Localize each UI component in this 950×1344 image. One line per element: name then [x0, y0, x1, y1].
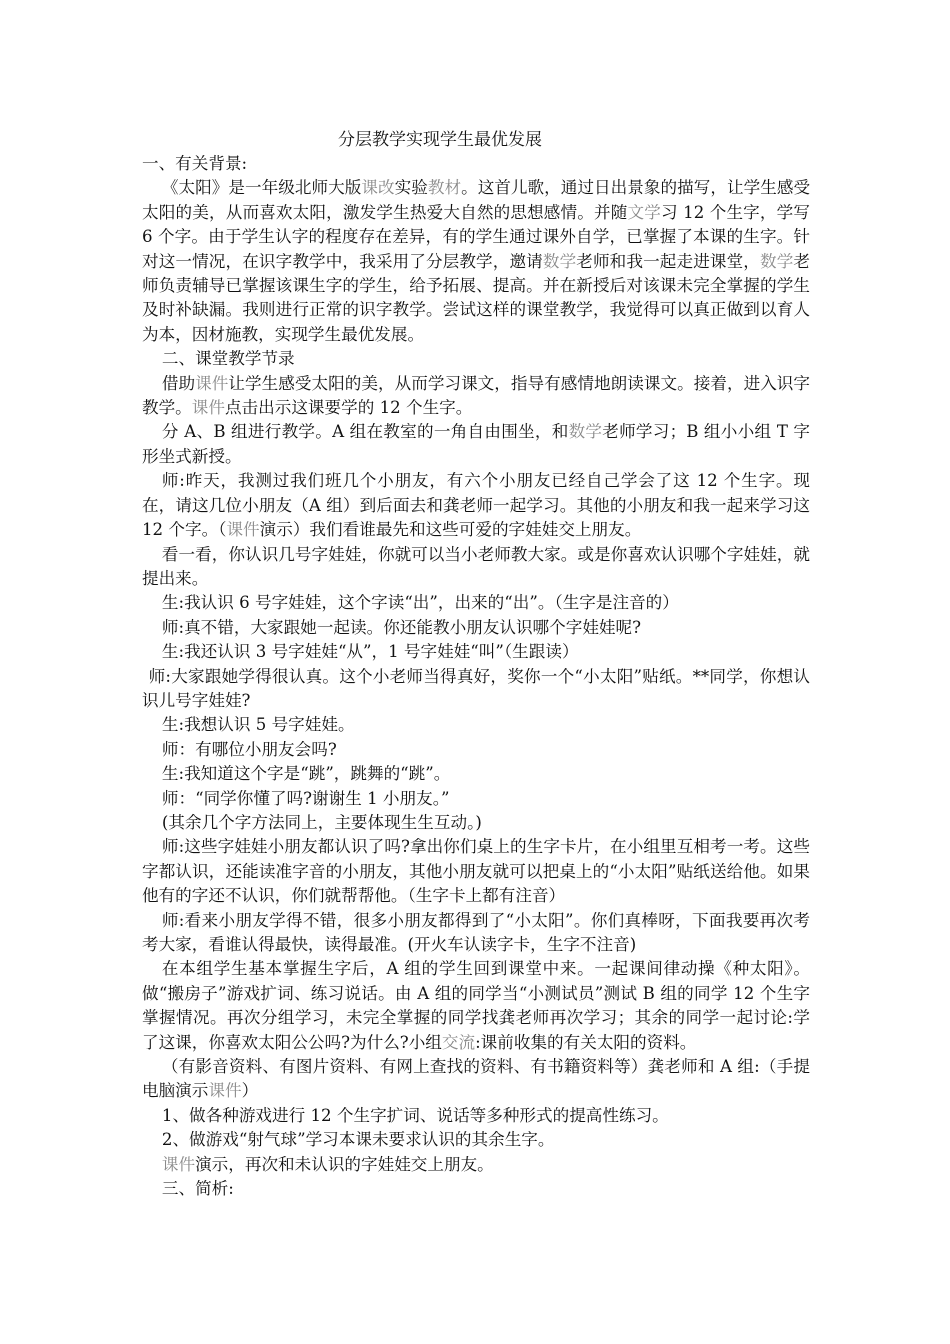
highlighted-term: 课件: [161, 1154, 196, 1174]
text-run: 在本组学生基本掌握生字后，A 组的学生回到课堂中来。一起课间律动操《种太阳》。做“搬房子”游戏扩词、练习说话。由 A 组的同学当“小测试员”测试 B 组的同学 12 个生字掌握情况。再次分组学习，未完全掌握的同学找龚老师再次学习；其余的同学一起讨论:学了这课，你喜欢太阳公公吗?为什么?小组: [142, 959, 810, 1052]
text-run: (其余几个字方法同上，主要体现生生互动。): [161, 812, 482, 832]
text-run: 2、做游戏“射气球”学习本课未要求认识的其余生字。: [161, 1130, 555, 1150]
text-run: 习 12 个生字，学写 6 个字。由于学生认字的程度存在差异，有的学生通过课外自学，已掌握了本课的生字。针对这一情况，在识字教学中，我采用了分层教学，邀请: [142, 202, 811, 271]
paragraph: [142, 835, 810, 908]
highlighted-term: 课件: [191, 398, 225, 418]
highlighted-term: 数学: [568, 422, 603, 442]
document-title: 分层教学实现学生最优发展: [338, 130, 542, 150]
text-run: 让学生感受太阳的美，从而学习课文，指导有感情地朗读课文。接着，进入识字教学。: [142, 373, 811, 418]
paragraph: [142, 811, 810, 835]
text-run: 师:大家跟她学得很认真。这个小老师当得真好，奖你一个“小太阳”贴纸。**同学，你想认识儿号字娃娃?: [142, 666, 810, 710]
highlighted-term: 课件: [195, 373, 229, 393]
paragraph: [142, 1128, 810, 1152]
text-run: 点击出示这课要学的 12 个生字。: [224, 398, 473, 418]
text-run: 师：“同学你懂了吗?谢谢生 1 小朋友。”: [161, 788, 450, 808]
paragraph: [142, 543, 810, 592]
text-run: 《太阳》是一年级北师大版: [161, 178, 362, 198]
text-run: 二、课堂教学节录: [161, 349, 295, 369]
paragraph: [142, 616, 810, 640]
paragraph: [142, 1104, 810, 1128]
text-run: 。这首儿歌，通过日出景象的描写，让学生感受太阳的美，从而喜欢太阳，激发学生热爱大自然的思想感情。并随: [142, 178, 811, 222]
text-run: :课前收集的有关太阳的资料。: [475, 1032, 697, 1052]
text-run: 老师学习；B 组小小组 T 字形坐式新授。: [142, 422, 811, 466]
paragraph: [142, 1177, 810, 1201]
text-run: 师：有哪位小朋友会吗?: [161, 739, 337, 759]
text-run: 老师和我一起走进课堂，: [576, 251, 761, 271]
paragraph: [142, 665, 810, 714]
paragraph: [142, 372, 810, 421]
text-run: 生:我想认识 5 号字娃娃。: [161, 715, 355, 735]
highlighted-term: 课改: [361, 178, 395, 198]
highlighted-term: 教材: [427, 178, 462, 198]
text-run: 师:昨天，我测过我们班几个小朋友，有六个小朋友已经自己学会了这 12 个生字。现在，请这几位小朋友（A 组）到后面去和龚老师一起学习。其他的小朋友和我一起来学习这 12 个字。（: [142, 471, 810, 540]
text-run: 看一看，你认识几号字娃娃，你就可以当小老师教大家。或是你喜欢认识哪个字娃娃，就提出来。: [142, 544, 810, 588]
text-run: 1、做各种游戏进行 12 个生字扩词、说话等多种形式的提高性练习。: [161, 1105, 669, 1125]
paragraph: [142, 957, 810, 1055]
text-run: ）: [241, 1081, 259, 1101]
paragraph: [142, 1153, 810, 1177]
highlighted-term: 交流: [441, 1032, 476, 1052]
document-body: [142, 152, 810, 1201]
highlighted-term: 数学: [760, 251, 794, 271]
text-run: 分 A、B 组进行教学。A 组在教室的一角自由围坐，和: [161, 422, 569, 442]
paragraph: [142, 909, 810, 958]
paragraph: [142, 762, 810, 786]
highlighted-term: 课件: [226, 520, 260, 540]
paragraph: [142, 347, 810, 371]
paragraph: [142, 713, 810, 737]
text-run: 借助: [161, 373, 196, 393]
text-run: （有影音资料、有图片资料、有网上查找的资料、有书籍资料等）龚老师和 A 组:（手提电脑演示: [142, 1057, 810, 1101]
text-run: 实验: [394, 178, 428, 198]
text-run: 演示）我们看谁最先和这些可爱的字娃娃交上朋友。: [259, 520, 642, 540]
paragraph: [142, 152, 810, 176]
paragraph: [142, 591, 810, 615]
paragraph: [142, 640, 810, 664]
paragraph: [142, 176, 810, 347]
text-run: 生:我还认识 3 号字娃娃“从”，1 号字娃娃“叫”（生跟读）: [161, 642, 579, 662]
text-run: 师:真不错，大家跟她一起读。你还能教小朋友认识哪个字娃娃呢?: [161, 617, 642, 637]
highlighted-term: 数学: [542, 251, 577, 271]
text-run: 三、简析:: [161, 1179, 234, 1199]
text-run: 老师负责辅导已掌握该课生字的学生，给予拓展、提高。并在新授后对该课未完全掌握的学生及时补缺漏。我则进行正常的识字教学。尝试这样的课堂教学，我觉得可以真正做到以育人为本，因材施教，实现学生最优发展。: [142, 251, 811, 344]
paragraph: [142, 1055, 810, 1104]
paragraph: [142, 420, 810, 469]
paragraph: [142, 787, 810, 811]
text-run: 一、有关背景:: [142, 154, 248, 173]
text-run: 生:我认识 6 号字娃娃，这个字读“出”，出来的“出”。（生字是注音的）: [161, 593, 679, 613]
highlighted-term: 课件: [208, 1081, 242, 1101]
paragraph: [142, 738, 810, 762]
text-run: 演示，再次和未认识的字娃娃交上朋友。: [195, 1154, 494, 1174]
text-run: 师:这些字娃娃小朋友都认识了吗?拿出你们桌上的生字卡片，在小组里互相考一考。这些字都认识，还能读准字音的小朋友，其他小朋友就可以把桌上的“小太阳”贴纸送给他。如果他有的字还不认识，你们就帮帮他。（生字卡上都有注音）: [142, 837, 810, 906]
highlighted-term: 文学: [627, 202, 661, 222]
text-run: 生:我知道这个字是“跳”，跳舞的“跳”。: [161, 764, 451, 784]
paragraph: [142, 469, 810, 542]
text-run: 师:看来小朋友学得不错，很多小朋友都得到了“小太阳”。你们真棒呀，下面我要再次考考大家，看谁认得最快，读得最准。(开火车认读字卡，生字不注音): [142, 910, 810, 954]
